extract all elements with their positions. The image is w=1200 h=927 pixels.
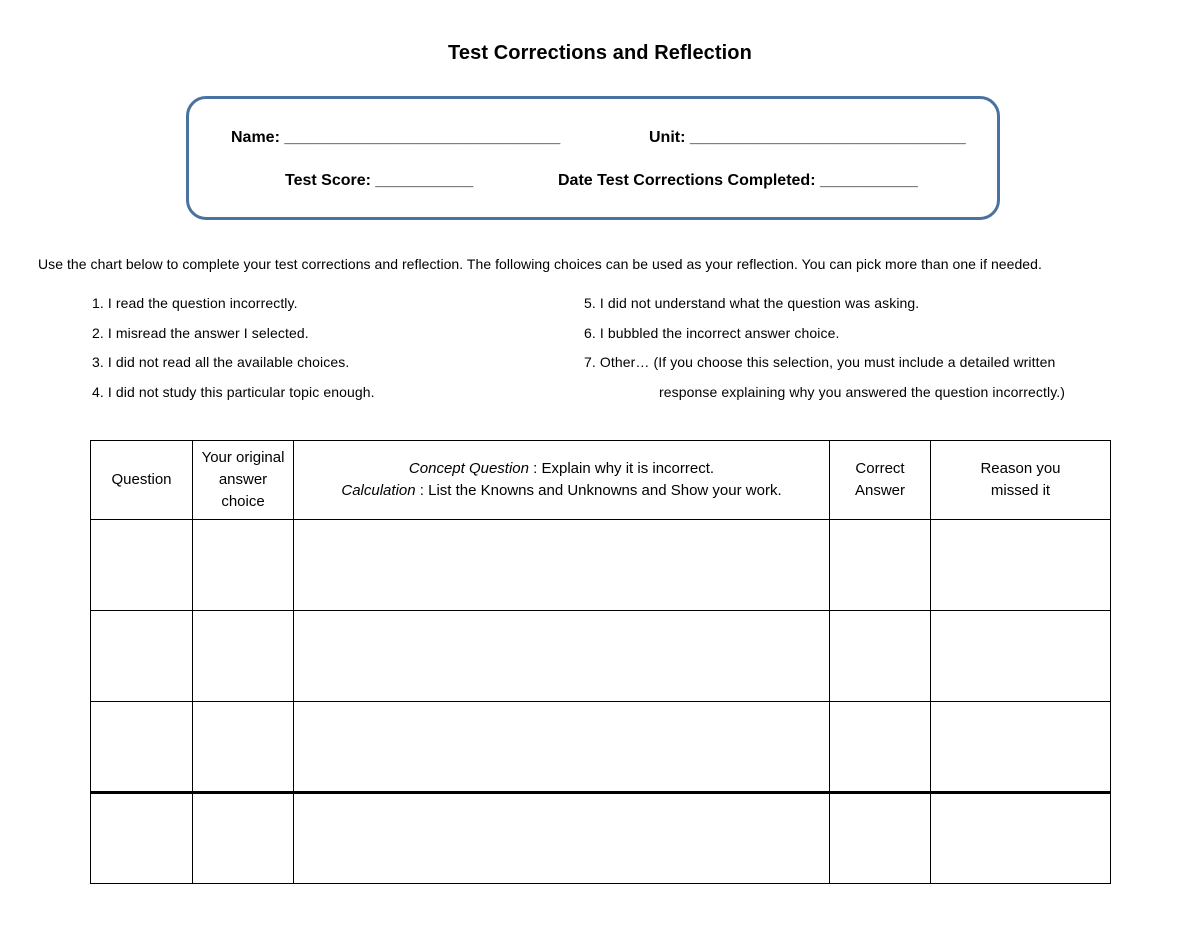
date-completed-field[interactable] <box>558 172 918 190</box>
original-answer-cell[interactable] <box>193 793 294 884</box>
reflection-choice-7-continued: response explaining why you answered the question incorrectly.) <box>659 384 1066 400</box>
correct-answer-cell[interactable] <box>830 520 931 611</box>
header-original-answer: Your original answer choice <box>193 441 294 520</box>
reflection-choice-3: 3. I did not read all the available choices. <box>92 354 350 370</box>
table-row <box>91 520 1111 611</box>
correct-answer-cell[interactable] <box>830 793 931 884</box>
calculation-label: Calculation <box>341 482 416 499</box>
test-score-label: Test Score: <box>285 172 371 189</box>
name-field[interactable] <box>231 129 560 147</box>
header-correct-answer: Correct Answer <box>830 441 931 520</box>
correct-answer-cell[interactable] <box>830 611 931 702</box>
unit-label: Unit: <box>649 129 686 146</box>
name-label: Name: <box>231 129 280 146</box>
reflection-choice-5: 5. I did not understand what the question was asking. <box>584 295 920 311</box>
corrections-table <box>90 440 1111 884</box>
header-question: Question <box>91 441 193 520</box>
question-cell[interactable] <box>91 520 193 611</box>
explanation-cell[interactable] <box>294 611 830 702</box>
explanation-cell[interactable] <box>294 520 830 611</box>
reflection-choice-4: 4. I did not study this particular topic enough. <box>92 384 375 400</box>
reflection-choice-7: 7. Other… (If you choose this selection, you must include a detailed written <box>584 354 1056 370</box>
reason-cell[interactable] <box>931 793 1111 884</box>
original-answer-cell[interactable] <box>193 702 294 793</box>
reflection-choice-6: 6. I bubbled the incorrect answer choice. <box>584 325 840 341</box>
reason-cell[interactable] <box>931 611 1111 702</box>
unit-blank[interactable]: _______________________________ <box>689 129 966 146</box>
reason-cell[interactable] <box>931 702 1111 793</box>
student-info-box <box>186 96 1000 220</box>
reflection-choice-1: 1. I read the question incorrectly. <box>92 295 298 311</box>
name-blank[interactable]: _______________________________ <box>284 129 561 146</box>
table-row <box>91 793 1111 884</box>
test-score-field[interactable] <box>285 172 473 190</box>
unit-field[interactable] <box>649 129 966 147</box>
header-reason-missed: Reason you missed it <box>931 441 1111 520</box>
reflection-choice-2: 2. I misread the answer I selected. <box>92 325 309 341</box>
original-answer-cell[interactable] <box>193 520 294 611</box>
table-row <box>91 702 1111 793</box>
page-title: Test Corrections and Reflection <box>448 42 752 64</box>
explanation-cell[interactable] <box>294 702 830 793</box>
question-cell[interactable] <box>91 793 193 884</box>
instructions-text: Use the chart below to complete your test corrections and reflection. The following choices can be used as your reflection. You can pick more than one if needed. <box>38 256 1042 272</box>
date-completed-blank[interactable]: ___________ <box>819 172 918 189</box>
question-cell[interactable] <box>91 611 193 702</box>
table-header-row <box>91 441 1111 520</box>
original-answer-cell[interactable] <box>193 611 294 702</box>
correct-answer-cell[interactable] <box>830 702 931 793</box>
explanation-cell[interactable] <box>294 793 830 884</box>
test-score-blank[interactable]: ___________ <box>375 172 474 189</box>
table-row <box>91 611 1111 702</box>
concept-question-label: Concept Question <box>408 460 529 477</box>
date-completed-label: Date Test Corrections Completed: <box>558 172 816 189</box>
question-cell[interactable] <box>91 702 193 793</box>
reason-cell[interactable] <box>931 520 1111 611</box>
header-explanation: Concept Question : Explain why it is incorrect. Calculation : List the Knowns and Unknowns and Show your work. <box>294 441 830 520</box>
